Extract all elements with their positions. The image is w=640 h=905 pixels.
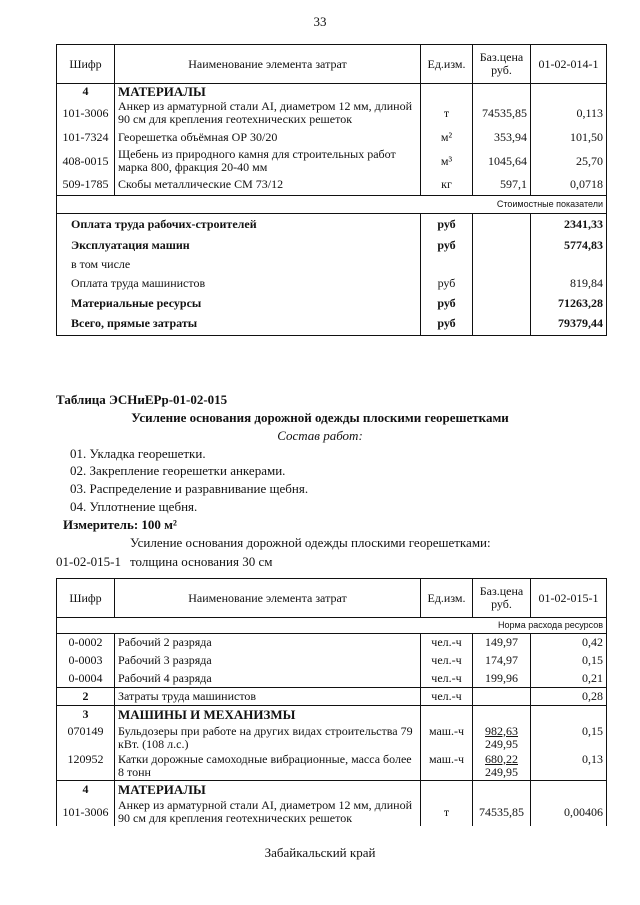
- summary-row: [57, 255, 607, 273]
- row-code: 0-0004: [57, 670, 115, 688]
- summary-value: 5774,83: [531, 235, 607, 255]
- summary-row: [57, 273, 607, 293]
- table-header: [57, 579, 607, 618]
- table-row: [57, 99, 607, 127]
- table-header: [57, 45, 607, 84]
- section-row: [57, 706, 607, 724]
- row-norm: 0,15: [531, 724, 607, 752]
- table-row: [57, 127, 607, 147]
- row-price: 74535,85: [473, 99, 531, 127]
- header-code: Шифр: [57, 579, 115, 618]
- row-norm: 0,113: [531, 99, 607, 127]
- summary-value: 71263,28: [531, 293, 607, 313]
- table-row: [57, 147, 607, 175]
- row-name: Катки дорожные самоходные вибрационные, масса более 8 тонн: [115, 752, 421, 781]
- row-norm: 0,15: [531, 652, 607, 670]
- resource-table-015: [56, 578, 607, 826]
- table-row: [57, 724, 607, 752]
- row-norm: 0,00406: [531, 798, 607, 826]
- cost-note-row: [57, 195, 607, 213]
- summary-unit: руб: [421, 235, 473, 255]
- item-thickness: толщина основания 30 см: [130, 554, 273, 569]
- summary-value: 819,84: [531, 273, 607, 293]
- row-unit: м²: [421, 127, 473, 147]
- row-norm: 101,50: [531, 127, 607, 147]
- section-name: МАТЕРИАЛЫ: [115, 84, 421, 100]
- header-unit: Ед.изм.: [421, 579, 473, 618]
- header-price: Баз.цена руб.: [473, 45, 531, 84]
- row-unit: кг: [421, 175, 473, 195]
- measure-label: Измеритель: 100 м²: [63, 517, 177, 532]
- row-unit: маш.-ч: [421, 752, 473, 781]
- row-code: 101-3006: [57, 99, 115, 127]
- table-row: [57, 752, 607, 781]
- summary-name: Эксплуатация машин: [57, 235, 421, 255]
- row-norm: 25,70: [531, 147, 607, 175]
- row-name: Бульдозеры при работе на других видах строительства 79 кВт. (108 л.с.): [115, 724, 421, 752]
- section-row: [57, 780, 607, 798]
- row-norm: 0,0718: [531, 175, 607, 195]
- row-price-machinist: 249,95: [485, 736, 518, 751]
- row-norm: 0,21: [531, 670, 607, 688]
- row-name: Рабочий 4 разряда: [115, 670, 421, 688]
- row-price-machinist: 249,95: [485, 764, 518, 779]
- page-number: 33: [313, 14, 327, 29]
- summary-name: Оплата труда рабочих-строителей: [57, 213, 421, 235]
- row-code: 101-7324: [57, 127, 115, 147]
- row-price: 1045,64: [473, 147, 531, 175]
- row-price: 680,22: [485, 751, 518, 766]
- norm-note: Норма расхода ресурсов: [57, 618, 607, 634]
- table-row: [57, 798, 607, 826]
- summary-value: 2341,33: [531, 213, 607, 235]
- item-code: 01-02-015-1: [56, 554, 121, 569]
- row-code: 101-3006: [57, 798, 115, 826]
- summary-name: в том числе: [57, 255, 421, 273]
- row-unit: т: [421, 99, 473, 127]
- summary-unit: руб: [421, 273, 473, 293]
- header-name: Наименование элемента затрат: [115, 579, 421, 618]
- section-name: МАШИНЫ И МЕХАНИЗМЫ: [115, 706, 421, 724]
- row-name: Рабочий 2 разряда: [115, 634, 421, 652]
- row-code: 2: [57, 688, 115, 706]
- row-code: 0-0003: [57, 652, 115, 670]
- row-price: 149,97: [473, 634, 531, 652]
- row-norm: 0,13: [531, 752, 607, 781]
- row-name: Рабочий 3 разряда: [115, 652, 421, 670]
- row-price: 353,94: [473, 127, 531, 147]
- row-price: 199,96: [473, 670, 531, 688]
- section-code: 4: [57, 84, 115, 100]
- table-row: [57, 670, 607, 688]
- row-price: 982,63: [485, 723, 518, 738]
- summary-row: [57, 213, 607, 235]
- row-name: Георешетка объёмная ОР 30/20: [115, 127, 421, 147]
- table-title: Усиление основания дорожной одежды плоскими георешетками: [131, 410, 509, 425]
- table-row: [57, 652, 607, 670]
- norm-note-row: [57, 618, 607, 634]
- summary-unit: руб: [421, 293, 473, 313]
- row-norm: 0,28: [531, 688, 607, 706]
- row-name: Анкер из арматурной стали AI, диаметром 12 мм, длиной 90 см для крепления геотехнических решеток: [115, 99, 421, 127]
- header-unit: Ед.изм.: [421, 45, 473, 84]
- header-name: Наименование элемента затрат: [115, 45, 421, 84]
- row-code: 509-1785: [57, 175, 115, 195]
- row-unit: т: [421, 798, 473, 826]
- summary-value: 79379,44: [531, 313, 607, 335]
- summary-row: [57, 293, 607, 313]
- header-code: Шифр: [57, 45, 115, 84]
- works-subtitle: Состав работ:: [277, 428, 363, 443]
- summary-unit: руб: [421, 313, 473, 335]
- table-row: [57, 634, 607, 652]
- header-price: Баз.цена руб.: [473, 579, 531, 618]
- work-item: 04. Уплотнение щебня.: [70, 499, 198, 514]
- row-unit: чел.-ч: [421, 634, 473, 652]
- footer-region: Забайкальский край: [264, 845, 376, 860]
- row-unit: чел.-ч: [421, 670, 473, 688]
- row-unit: чел.-ч: [421, 652, 473, 670]
- summary-row: [57, 235, 607, 255]
- row-code: 070149: [57, 724, 115, 752]
- work-item: 02. Закрепление георешетки анкерами.: [70, 463, 286, 478]
- row-name: Затраты труда машинистов: [115, 688, 421, 706]
- row-name: Скобы металлические СМ 73/12: [115, 175, 421, 195]
- section-row: [57, 84, 607, 100]
- section-code: 3: [57, 706, 115, 724]
- row-unit: маш.-ч: [421, 724, 473, 752]
- row-price: 174,97: [473, 652, 531, 670]
- header-norm: 01-02-014-1: [531, 45, 607, 84]
- row-name: Щебень из природного камня для строительных работ марка 800, фракция 20-40 мм: [115, 147, 421, 175]
- table-row: [57, 175, 607, 195]
- summary-name: Всего, прямые затраты: [57, 313, 421, 335]
- work-item: 01. Укладка георешетки.: [70, 446, 206, 461]
- summary-name: Материальные ресурсы: [57, 293, 421, 313]
- row-unit: чел.-ч: [421, 688, 473, 706]
- cost-note: Стоимостные показатели: [57, 195, 607, 213]
- summary-name: Оплата труда машинистов: [57, 273, 421, 293]
- row-code: 120952: [57, 752, 115, 781]
- row-price: 74535,85: [473, 798, 531, 826]
- row-code: 0-0002: [57, 634, 115, 652]
- row-name: Анкер из арматурной стали AI, диаметром 12 мм, длиной 90 см для крепления геотехнических решеток: [115, 798, 421, 826]
- work-item: 03. Распределение и разравнивание щебня.: [70, 481, 309, 496]
- summary-row: [57, 313, 607, 335]
- resource-table-014: [56, 44, 607, 336]
- row-norm: 0,42: [531, 634, 607, 652]
- section-name: МАТЕРИАЛЫ: [115, 780, 421, 798]
- row-unit: м³: [421, 147, 473, 175]
- summary-unit: руб: [421, 213, 473, 235]
- table-label: Таблица ЭСНиЕРр-01-02-015: [56, 392, 228, 407]
- item-description: Усиление основания дорожной одежды плоскими георешетками:: [130, 535, 491, 550]
- header-norm: 01-02-015-1: [531, 579, 607, 618]
- section-code: 4: [57, 780, 115, 798]
- machinist-row: [57, 688, 607, 706]
- row-price: 597,1: [473, 175, 531, 195]
- row-code: 408-0015: [57, 147, 115, 175]
